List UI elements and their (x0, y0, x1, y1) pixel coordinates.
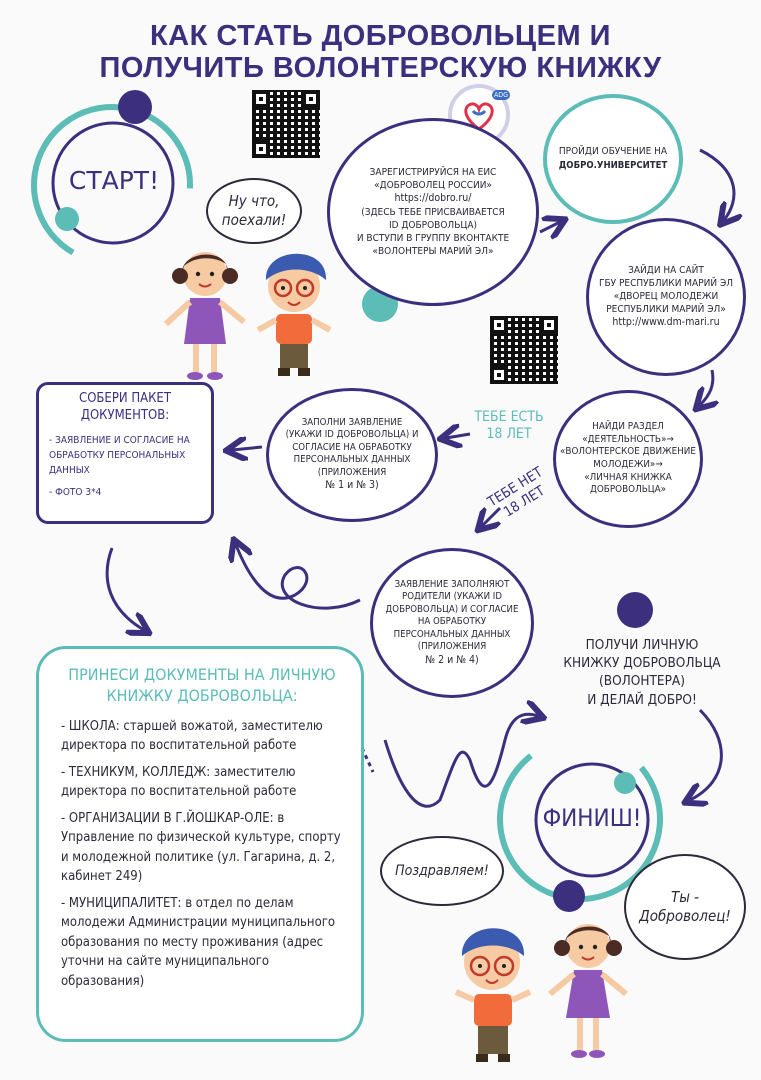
application-line: (ПРИЛОЖЕНИЯ (317, 466, 387, 478)
arrow-training-site (700, 150, 734, 220)
site-line: ГБУ РЕСПУБЛИКИ МАРИЙ ЭЛ (599, 278, 733, 290)
bring-item-college: - ТЕХНИКУМ, КОЛЛЕДЖ: заместителю директора по воспитательной работе (61, 764, 297, 800)
start-label: СТАРТ! (68, 166, 160, 195)
decor-dot-teal (55, 207, 79, 231)
site-link[interactable]: http://www.dm-mari.ru (612, 316, 720, 329)
get-book-line: (ВОЛОНТЕРА) (599, 673, 685, 690)
kids-illustration-bottom (450, 910, 640, 1066)
documents-item: - ЗАЯВЛЕНИЕ И СОГЛАСИЕ НА ОБРАБОТКУ ПЕРСОНАЛЬНЫХ ДАННЫХ (49, 434, 190, 476)
application-line: ЗАПОЛНИ ЗАЯВЛЕНИЕ (301, 417, 403, 428)
arrow-documents-bring (107, 548, 144, 630)
get-book-line: КНИЖКУ ДОБРОВОЛЬЦА (563, 655, 721, 672)
documents-title: СОБЕРИ ПАКЕТ ДОКУМЕНТОВ: (79, 391, 171, 423)
step-training (543, 94, 683, 224)
speech-bubble-lets-go: Ну что, поехали! (206, 178, 302, 244)
get-book-line: ПОЛУЧИ ЛИЧНУЮ (585, 637, 699, 653)
qr-code-dobro[interactable] (252, 90, 320, 158)
register-line: ID ДОБРОВОЛЬЦА) (388, 219, 478, 231)
page-title-line-1: КАК СТАТЬ ДОБРОВОЛЬЦЕМ И (149, 20, 612, 52)
page-title-line-2: ПОЛУЧИТЬ ВОЛОНТЕРСКУЮ КНИЖКУ (99, 52, 662, 84)
application-line: № 2 и № 4) (425, 653, 479, 666)
arrow-age-18 (446, 434, 470, 438)
decor-dot-teal (614, 772, 636, 794)
girl-figure (166, 252, 244, 380)
boy-figure (456, 928, 530, 1062)
dobro-university-brand[interactable]: ДОБРО.УНИВЕРСИТЕТ (558, 160, 668, 172)
step-application-minor (370, 548, 534, 698)
arrow-to-documents (232, 447, 262, 450)
application-line: СОГЛАСИЕ НА ОБРАБОТКУ (292, 441, 412, 453)
wave-arrow (385, 714, 538, 806)
get-book-line: И ДЕЛАЙ ДОБРО! (587, 691, 697, 708)
decor-dot-purple (617, 592, 653, 628)
finish-label: ФИНИШ! (542, 804, 642, 832)
get-book-text (552, 636, 732, 709)
documents-box (36, 382, 214, 524)
kids-illustration-top (160, 236, 340, 382)
arrow-to-finish (690, 710, 721, 800)
site-line: «ДВОРЕЦ МОЛОДЕЖИ (613, 291, 719, 303)
step-find-section (553, 390, 703, 528)
application-line: ПЕРСОНАЛЬНЫХ ДАННЫХ (393, 628, 511, 640)
application-line: РОДИТЕЛИ (УКАЖИ ID (402, 591, 502, 603)
application-line: (ПРИЛОЖЕНИЯ (417, 641, 487, 653)
girl-figure (550, 924, 626, 1058)
age-not-18-label: ТЕБЕ НЕТ 18 ЛЕТ (485, 464, 548, 521)
section-line: «ЛИЧНАЯ КНИЖКА (584, 471, 672, 483)
age-18-label: ТЕБЕ ЕСТЬ 18 ЛЕТ (474, 409, 544, 442)
step-application-adult (266, 388, 438, 522)
bring-documents-box (36, 646, 364, 1042)
bring-title: ПРИНЕСИ ДОКУМЕНТЫ НА ЛИЧНУЮ КНИЖКУ ДОБРОВОЛЬЦА: (68, 665, 336, 705)
bring-item-school: - ШКОЛА: старшей вожатой, заместителю директора по воспитательной работе (61, 718, 323, 754)
squiggle-arrow-minor (236, 545, 360, 608)
register-line: «ВОЛОНТЕРЫ МАРИЙ ЭЛ» (372, 245, 494, 257)
register-line: «ДОБРОВОЛЕЦ РОССИИ» (374, 180, 492, 192)
application-line: ПЕРСОНАЛЬНЫХ ДАННЫХ (293, 454, 411, 466)
qr-code-dm-mari[interactable] (490, 316, 558, 384)
application-line: (УКАЖИ ID ДОБРОВОЛЬЦА) И (285, 429, 419, 441)
application-line: ЗАЯВЛЕНИЕ ЗАПОЛНЯЮТ (394, 578, 510, 590)
section-line: «ДЕЯТЕЛЬНОСТЬ»→ (582, 433, 674, 445)
bring-item-organizations: - ОРГАНИЗАЦИИ В Г.ЙОШКАР-ОЛЕ: в Управление по физической культуре, спорту и молодежной политике (ул. Гагарина, д. 2, кабинет 249) (61, 810, 341, 885)
application-line: ДОБРОВОЛЬЦА) И СОГЛАСИЕ (385, 603, 519, 615)
application-line: № 1 и № 3) (325, 479, 379, 492)
step-site (586, 218, 746, 376)
register-line: ЗАРЕГИСТРИРУЙСЯ НА ЕИС (369, 167, 497, 179)
speech-bubble-congrats: Поздравляем! (380, 836, 504, 906)
speech-bubble-you-volunteer: Ты - Доброволец! (624, 854, 746, 960)
section-line: ДОБРОВОЛЬЦА» (589, 484, 667, 496)
logo-badge: ADG (493, 91, 508, 99)
arrow-register-training (540, 222, 560, 232)
site-line: РЕСПУБЛИКИ МАРИЙ ЭЛ» (606, 304, 726, 316)
arrow-site-section (700, 370, 713, 405)
bring-item-municipality: - МУНИЦИПАЛИТЕТ: в отдел по делам молодежи Администрации муниципального образования по месту проживания (адрес уточни на сайте муниципального образования) (61, 895, 336, 989)
training-text: ПРОЙДИ ОБУЧЕНИЕ НА (558, 146, 668, 158)
section-line: «ВОЛОНТЕРСКОЕ ДВИЖЕНИЕ (560, 446, 696, 458)
section-line: МОЛОДЕЖИ»→ (593, 459, 663, 470)
register-link[interactable]: https://dobro.ru/ (394, 192, 472, 205)
decor-dot-purple (118, 90, 152, 124)
documents-item: - ФОТО 3*4 (49, 486, 102, 498)
section-line: НАЙДИ РАЗДЕЛ (592, 420, 664, 432)
step-register (327, 118, 539, 306)
boy-figure (258, 254, 330, 376)
register-line: (ЗДЕСЬ ТЕБЕ ПРИСВАИВАЕТСЯ (361, 206, 505, 218)
application-line: НА ОБРАБОТКУ (417, 616, 487, 628)
register-line: И ВСТУПИ В ГРУППУ ВКОНТАКТЕ (356, 232, 510, 244)
decor-dot-purple (553, 880, 585, 912)
site-line: ЗАЙДИ НА САЙТ (628, 265, 704, 277)
